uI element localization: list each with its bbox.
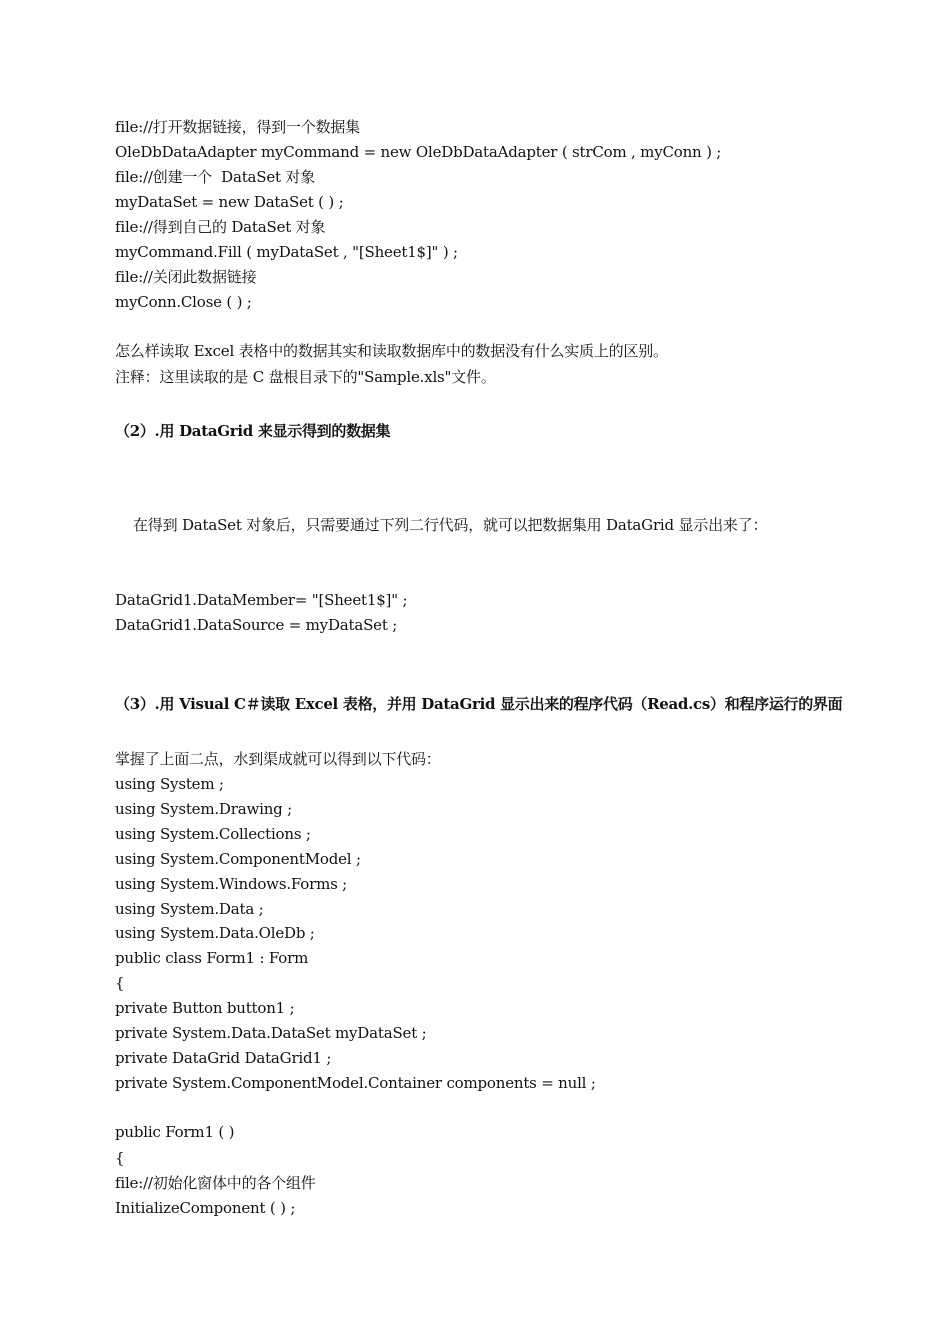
code-line: myCommand.Fill ( myDataSet , "[Sheet1$]" ) ;	[115, 243, 458, 261]
body-text: 在得到 DataSet 对象后，只需要通过下列二行代码，就可以把数据集用 DataGrid 显示出来了：	[133, 516, 768, 534]
code-line: myConn.Close ( ) ;	[115, 293, 252, 311]
code-line: using System.Data.OleDb ;	[115, 924, 315, 942]
code-line: private System.ComponentModel.Container components = null ;	[115, 1074, 596, 1092]
code-line: {	[115, 1149, 125, 1167]
code-line: public Form1 ( )	[115, 1123, 235, 1141]
section-heading: （3）.用 Visual C＃读取 Excel 表格，并用 DataGrid 显示出来的程序代码（Read.cs）和程序运行的界面	[115, 695, 843, 713]
code-line: using System ;	[115, 775, 224, 793]
code-line: myDataSet = new DataSet ( ) ;	[115, 193, 344, 211]
code-line: {	[115, 974, 125, 992]
code-line: using System.Drawing ;	[115, 800, 292, 818]
code-line: private System.Data.DataSet myDataSet ;	[115, 1024, 427, 1042]
body-text: 注释：这里读取的是 C 盘根目录下的"Sample.xls"文件。	[115, 368, 496, 386]
code-comment-line: file://初始化窗体中的各个组件	[115, 1174, 316, 1192]
code-comment-line: file://打开数据链接，得到一个数据集	[115, 118, 360, 136]
code-line: DataGrid1.DataSource = myDataSet ;	[115, 616, 398, 634]
body-text: 掌握了上面二点，水到渠成就可以得到以下代码：	[115, 750, 441, 768]
code-line: OleDbDataAdapter myCommand = new OleDbDataAdapter ( strCom , myConn ) ;	[115, 143, 722, 161]
code-comment-line: file://关闭此数据链接	[115, 268, 257, 286]
code-line: using System.Collections ;	[115, 825, 311, 843]
body-text: 怎么样读取 Excel 表格中的数据其实和读取数据库中的数据没有什么实质上的区别。	[115, 342, 668, 360]
code-line: using System.Windows.Forms ;	[115, 875, 348, 893]
code-comment-line: file://得到自己的 DataSet 对象	[115, 218, 326, 236]
section-heading: （2）.用 DataGrid 来显示得到的数据集	[115, 422, 391, 440]
code-line: using System.ComponentModel ;	[115, 850, 361, 868]
code-line: DataGrid1.DataMember= "[Sheet1$]" ;	[115, 591, 408, 609]
code-line: private DataGrid DataGrid1 ;	[115, 1049, 332, 1067]
code-comment-line: file://创建一个 DataSet 对象	[115, 168, 316, 186]
code-line: using System.Data ;	[115, 900, 264, 918]
code-line: public class Form1 : Form	[115, 949, 309, 967]
code-line: InitializeComponent ( ) ;	[115, 1199, 296, 1217]
code-line: private Button button1 ;	[115, 999, 295, 1017]
